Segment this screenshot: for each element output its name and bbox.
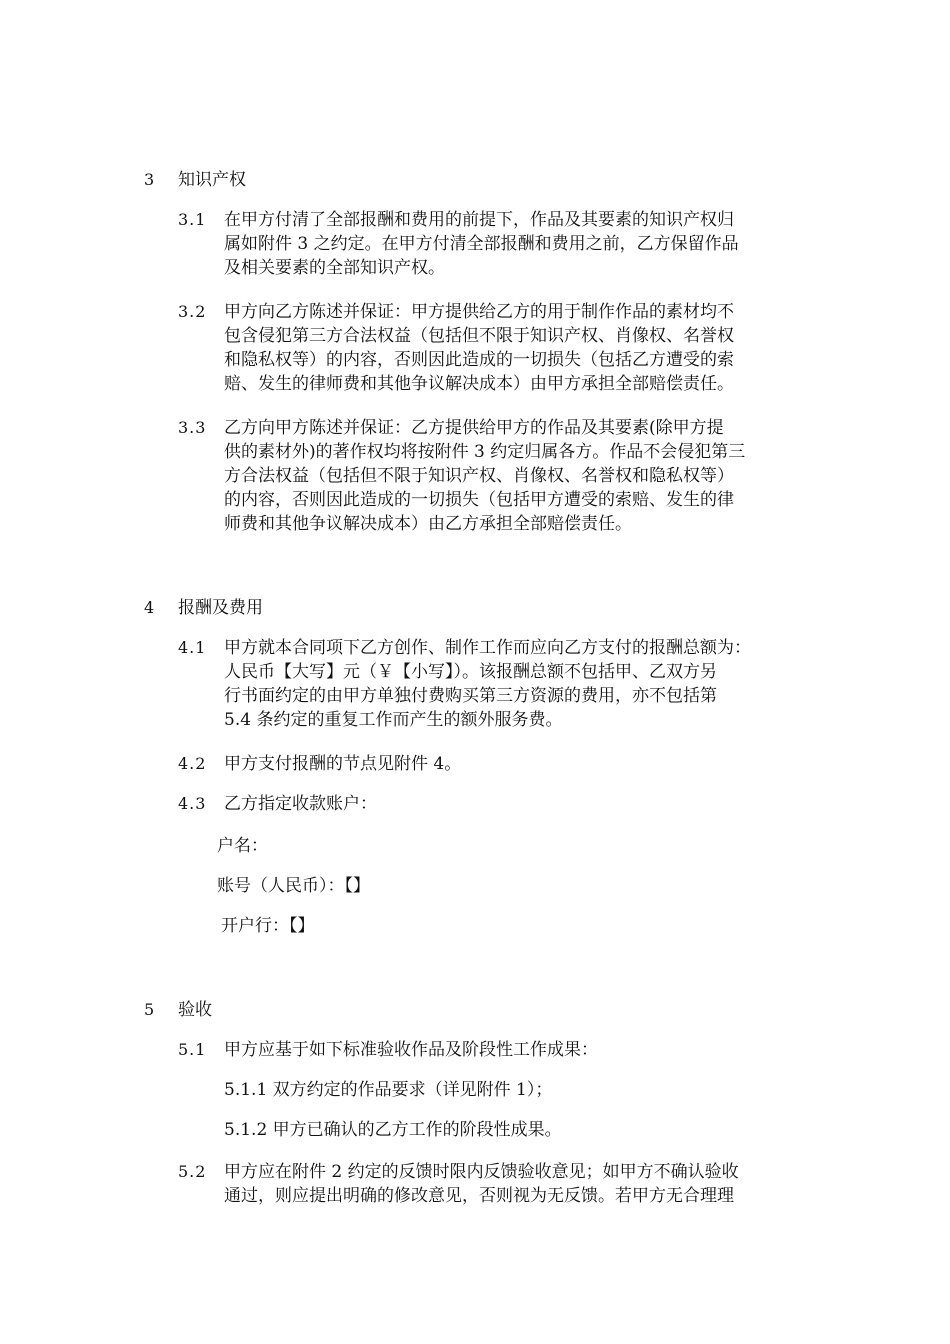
text-line: 甲方应基于如下标准验收作品及阶段性工作成果： bbox=[224, 1040, 598, 1060]
section-number: 5 bbox=[144, 1000, 156, 1019]
text-line: 的内容，否则因此造成的一切损失（包括甲方遭受的索赔、发生的律 bbox=[224, 490, 734, 510]
text-line: 5.4 条约定的重复工作而产生的额外服务费。 bbox=[224, 710, 563, 730]
clause-number: 3.3 bbox=[178, 418, 207, 437]
clause-number: 4.3 bbox=[178, 794, 207, 813]
text-line: 乙方指定收款账户： bbox=[224, 794, 377, 814]
text-line: 甲方向乙方陈述并保证：甲方提供给乙方的用于制作作品的素材均不 bbox=[224, 302, 734, 322]
clause-number: 4.1 bbox=[178, 638, 207, 657]
text-line: 通过，则应提出明确的修改意见，否则视为无反馈。若甲方无合理理 bbox=[224, 1186, 734, 1206]
section-number: 3 bbox=[144, 170, 156, 189]
clause-text bbox=[224, 1160, 814, 1208]
clause-text bbox=[224, 752, 814, 776]
clause-number: 3.2 bbox=[178, 302, 207, 321]
section-title: 知识产权 bbox=[178, 170, 246, 190]
clause-text bbox=[224, 208, 814, 280]
text-line: 在甲方付清了全部报酬和费用的前提下，作品及其要素的知识产权归 bbox=[224, 210, 734, 230]
clause-text bbox=[224, 300, 814, 396]
text-line: 方合法权益（包括但不限于知识产权、肖像权、名誉权和隐私权等） bbox=[224, 466, 734, 486]
clause-number: 4.2 bbox=[178, 754, 207, 773]
account-number-label: 账号（人民币）：【】 bbox=[217, 876, 370, 896]
text-line: 属如附件 3 之约定。在甲方付清全部报酬和费用之前，乙方保留作品 bbox=[224, 234, 739, 254]
text-line: 甲方支付报酬的节点见附件 4。 bbox=[224, 754, 462, 774]
clause-text bbox=[224, 792, 814, 816]
clause-number: 5.1 bbox=[178, 1040, 207, 1059]
clause-text bbox=[224, 636, 814, 732]
text-line: 师费和其他争议解决成本）由乙方承担全部赔偿责任。 bbox=[224, 514, 632, 534]
text-line: 甲方就本合同项下乙方创作、制作工作而应向乙方支付的报酬总额为： bbox=[224, 638, 751, 658]
clause-number: 3.1 bbox=[178, 210, 207, 229]
section-title: 验收 bbox=[178, 1000, 212, 1020]
text-line: 供的素材外)的著作权均将按附件 3 约定归属各方。作品不会侵犯第三 bbox=[224, 442, 746, 462]
text-line: 行书面约定的由甲方单独付费购买第三方资源的费用，亦不包括第 bbox=[224, 686, 717, 706]
text-line: 及相关要素的全部知识产权。 bbox=[224, 258, 445, 278]
subclause-text: 5.1.1 双方约定的作品要求（详见附件 1）； bbox=[224, 1080, 553, 1100]
text-line: 乙方向甲方陈述并保证：乙方提供给甲方的作品及其要素(除甲方提 bbox=[224, 418, 724, 438]
clause-text bbox=[224, 1038, 814, 1062]
section-number: 4 bbox=[144, 598, 156, 617]
text-line: 包含侵犯第三方合法权益（包括但不限于知识产权、肖像权、名誉权 bbox=[224, 326, 734, 346]
clause-text bbox=[224, 416, 814, 536]
text-line: 赔、发生的律师费和其他争议解决成本）由甲方承担全部赔偿责任。 bbox=[224, 374, 734, 394]
section-title: 报酬及费用 bbox=[178, 598, 263, 618]
account-bank-label: 开户行：【】 bbox=[221, 916, 315, 936]
text-line: 和隐私权等）的内容，否则因此造成的一切损失（包括乙方遭受的索 bbox=[224, 350, 734, 370]
account-name-label: 户名： bbox=[217, 836, 268, 856]
subclause-text: 5.1.2 甲方已确认的乙方工作的阶段性成果。 bbox=[224, 1120, 562, 1140]
text-line: 甲方应在附件 2 约定的反馈时限内反馈验收意见；如甲方不确认验收 bbox=[224, 1162, 739, 1182]
text-line: 人民币【大写】元（￥【小写】）。该报酬总额不包括甲、乙双方另 bbox=[224, 662, 717, 682]
clause-number: 5.2 bbox=[178, 1162, 207, 1181]
